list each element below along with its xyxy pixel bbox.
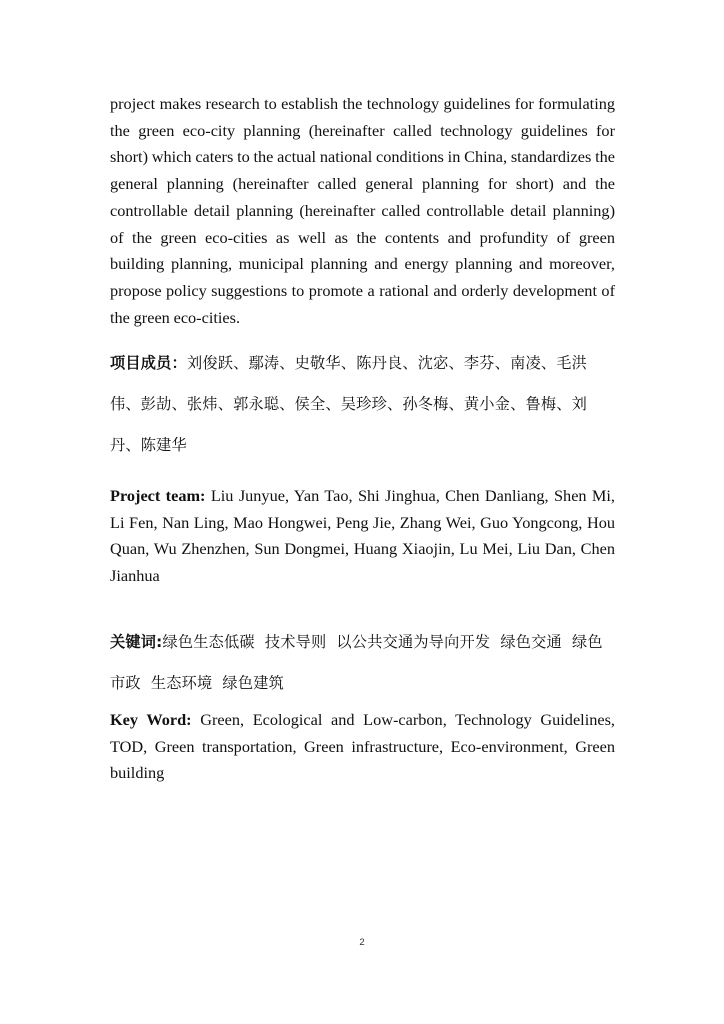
project-members-cn-label: 项目成员： (110, 354, 187, 372)
project-members-cn-names: 刘俊跃、鄢涛、史敬华、陈丹良、沈宓、李芬、南凌、毛洪伟、彭劼、张炜、郭永聪、侯全、吴珍珍、孙冬梅、黄小金、鲁梅、刘丹、陈建华 (110, 354, 588, 454)
project-team-en (110, 483, 615, 590)
keywords-cn-terms: 绿色生态低碳 技术导则 以公共交通为导向开发 绿色交通 绿色市政 生态环境 绿色建筑 (110, 633, 603, 692)
abstract-paragraph: project makes research to establish the technology guidelines for formulating the green eco-city planning (hereinafter called technology guidelines for short) which caters to the actual national conditions in China, standardizes the general planning (hereinafter called general planning for short) and the controllable detail planning (hereinafter called controllable detail planning) of the green eco-cities as well as the contents and profundity of green building planning, municipal planning and energy planning and moreover, propose policy suggestions to promote a rational and orderly development of the green eco-cities. (110, 94, 615, 327)
project-team-en-names: Liu Junyue, Yan Tao, Shi Jinghua, Chen Danliang, Shen Mi, Li Fen, Nan Ling, Mao Hongwei, Peng Jie, Zhang Wei, Guo Yongcong, Hou Quan, Wu Zhenzhen, Sun Dongmei, Huang Xiaojin, Lu Mei, Liu Dan, Chen Jianhua (110, 486, 615, 586)
project-team-en-label: Project team: (110, 486, 206, 505)
project-members-cn (110, 343, 615, 466)
keywords-cn (110, 622, 615, 704)
keywords-en (110, 707, 615, 787)
keywords-en-terms: Green, Ecological and Low-carbon, Technology Guidelines, TOD, Green transportation, Green infrastructure, Eco-environment, Green building (110, 710, 615, 783)
keywords-en-label: Key Word: (110, 710, 192, 729)
keywords-cn-label: 关键词: (110, 633, 163, 651)
page-number: 2 (359, 937, 365, 948)
